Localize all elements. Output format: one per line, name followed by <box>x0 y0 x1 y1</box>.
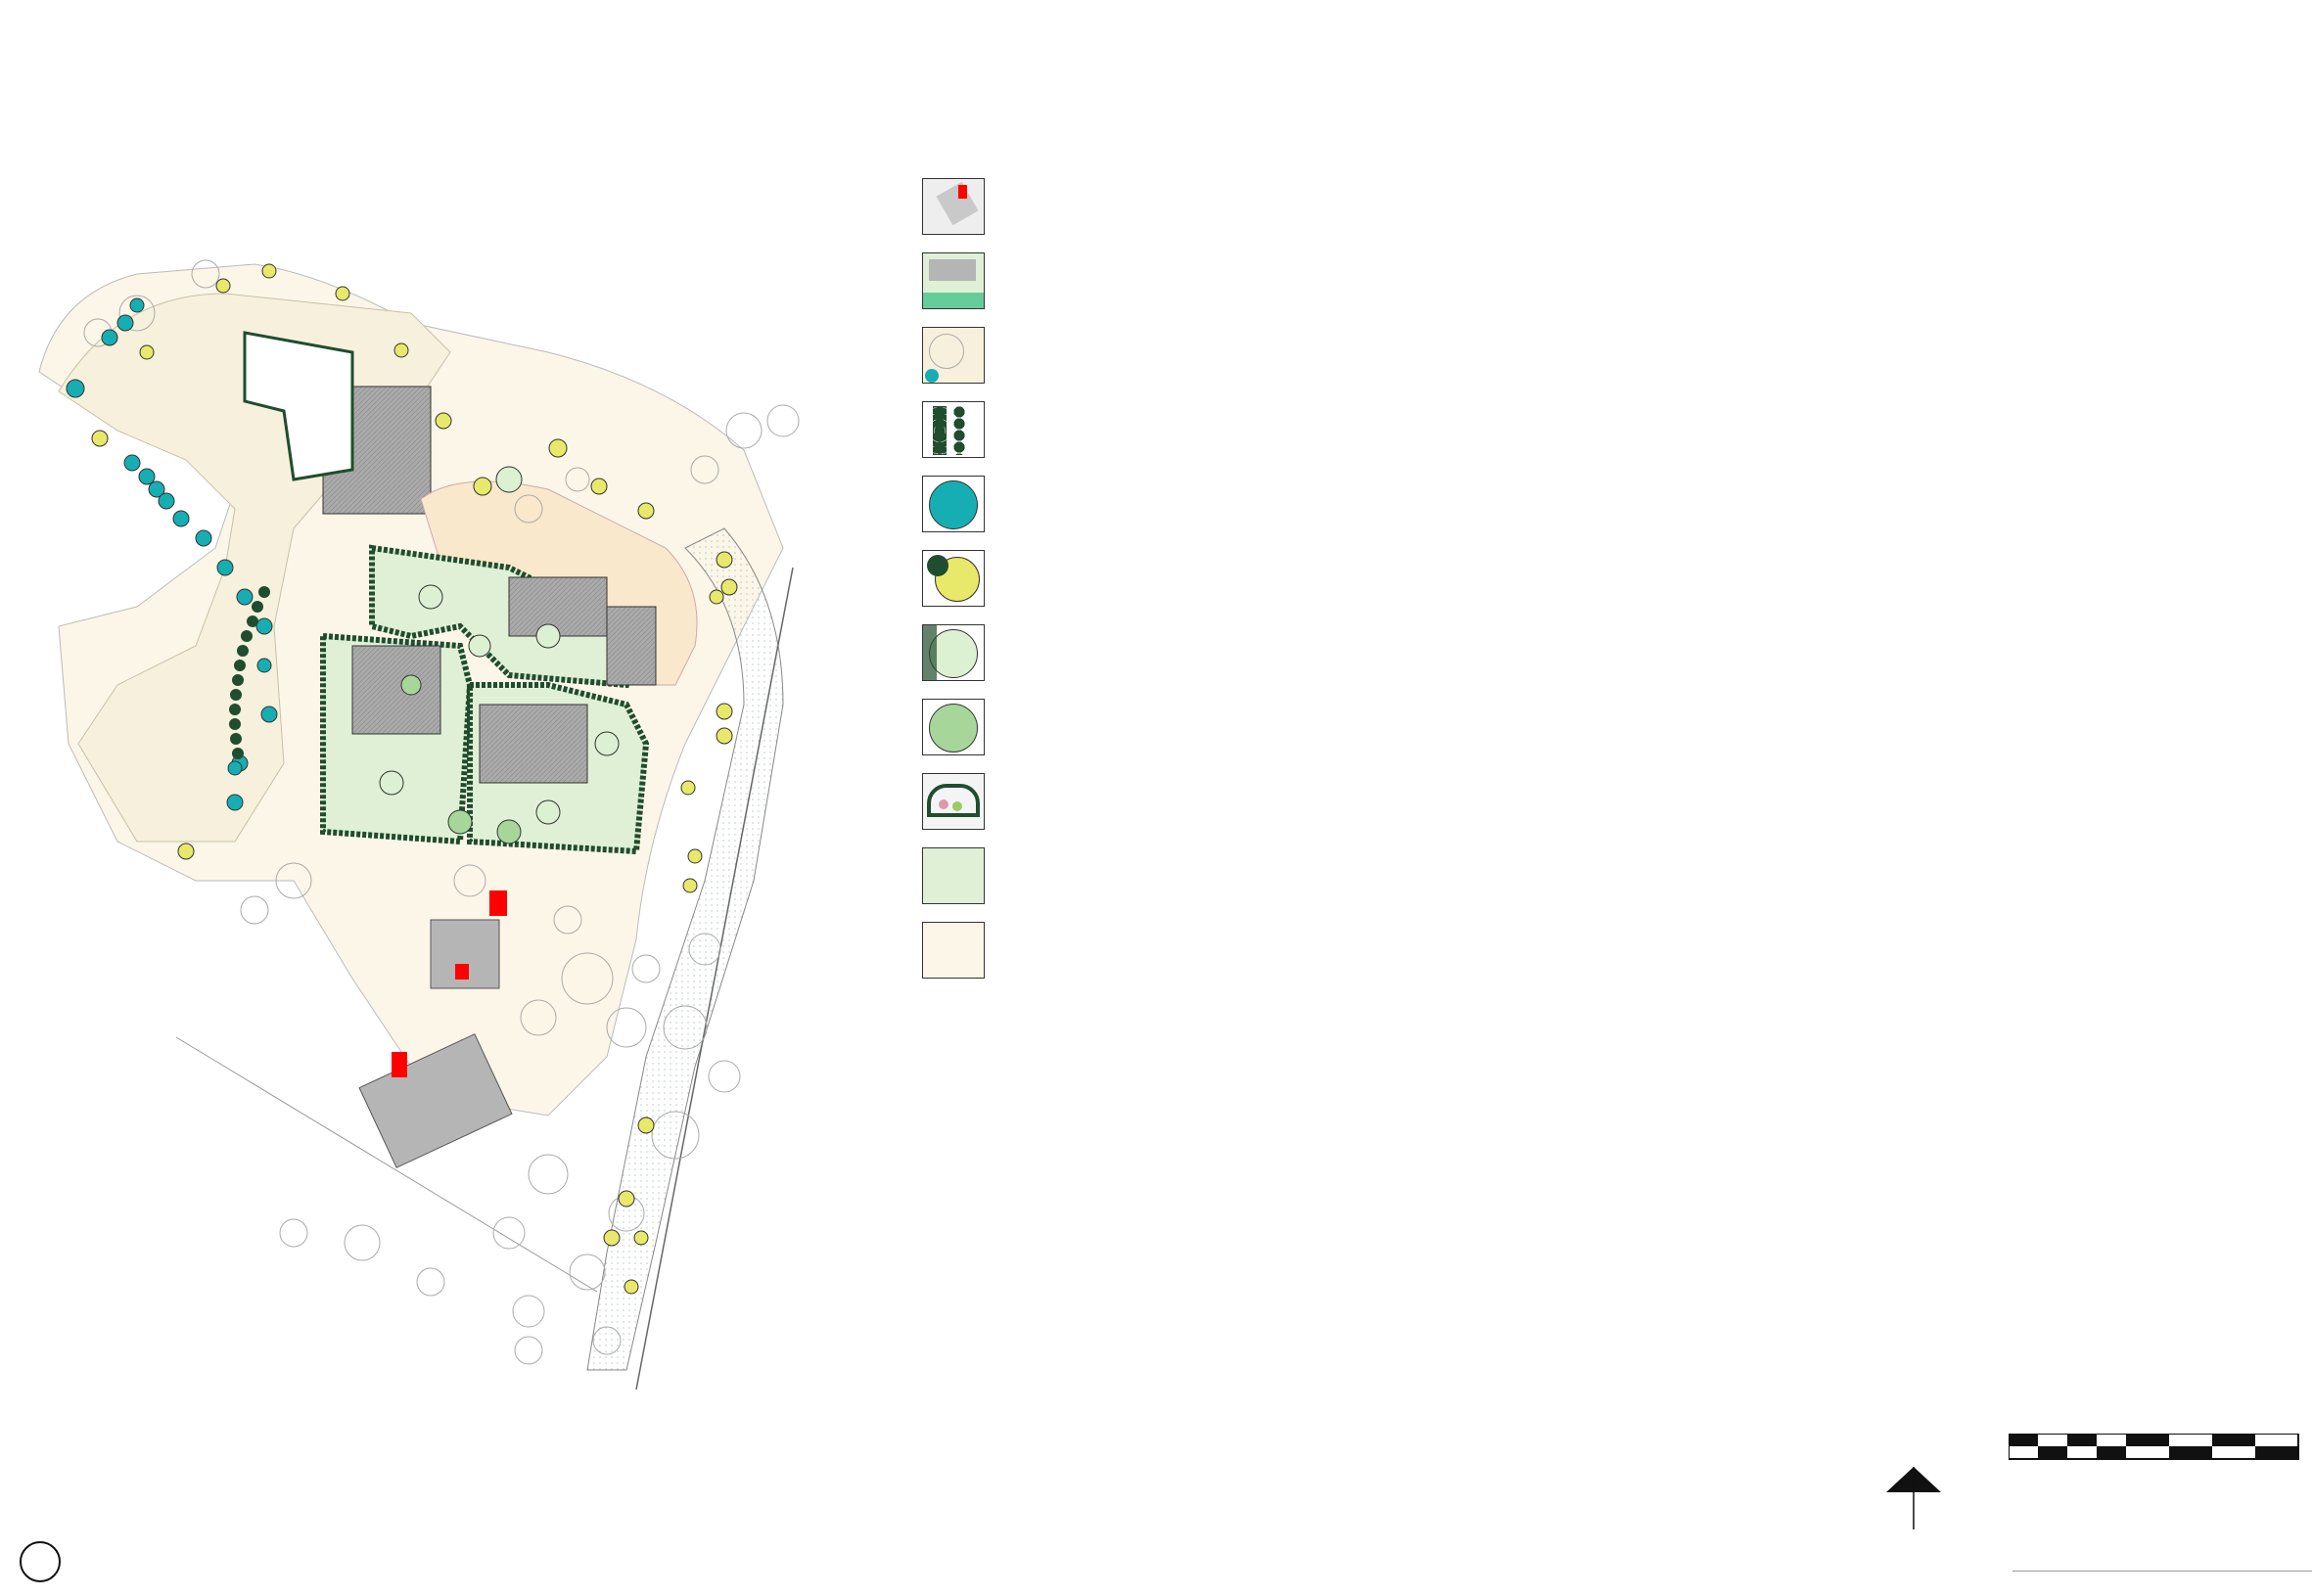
north-arrow <box>1884 1434 1943 1531</box>
original-property-swatch-icon <box>922 178 985 235</box>
hedge-swatch-icon <box>922 401 985 458</box>
site-plan-drawing <box>0 176 920 1419</box>
legend-item <box>918 476 1349 538</box>
legend-item <box>918 252 1349 315</box>
legend-item <box>918 699 1349 761</box>
meadow-swatch-icon <box>922 922 985 979</box>
footer-rule <box>2012 1571 2312 1572</box>
scale-bar <box>2009 1434 2302 1468</box>
scale-bar-graphic <box>2009 1434 2302 1463</box>
north-arrow-icon <box>1884 1467 1943 1531</box>
existing-planting-swatch-icon <box>922 327 985 384</box>
legend-item <box>918 327 1349 389</box>
original-property-marker <box>489 890 507 916</box>
lifetime-home-swatch-icon <box>922 252 985 309</box>
shrub-swatch-icon <box>922 773 985 830</box>
legend-item <box>918 178 1349 241</box>
legend-item <box>918 773 1349 836</box>
original-property-marker <box>392 1052 407 1077</box>
original-property-marker <box>455 964 469 980</box>
teal-tree-swatch-icon <box>922 476 985 532</box>
acer-swatch-icon <box>922 624 985 681</box>
legend-item <box>918 847 1349 910</box>
legend-item <box>918 624 1349 687</box>
legend-item <box>918 401 1349 464</box>
legend-item <box>918 922 1349 984</box>
footer-sheet <box>2056 1583 2065 1593</box>
footer-project <box>1781 1583 1791 1593</box>
alnus-swatch-icon <box>922 699 985 755</box>
turf-swatch-icon <box>922 847 985 904</box>
salix-swatch-icon <box>922 550 985 607</box>
hedge-gardens <box>323 548 656 851</box>
drawing-number-badge <box>20 1541 61 1582</box>
legend-item <box>918 550 1349 613</box>
